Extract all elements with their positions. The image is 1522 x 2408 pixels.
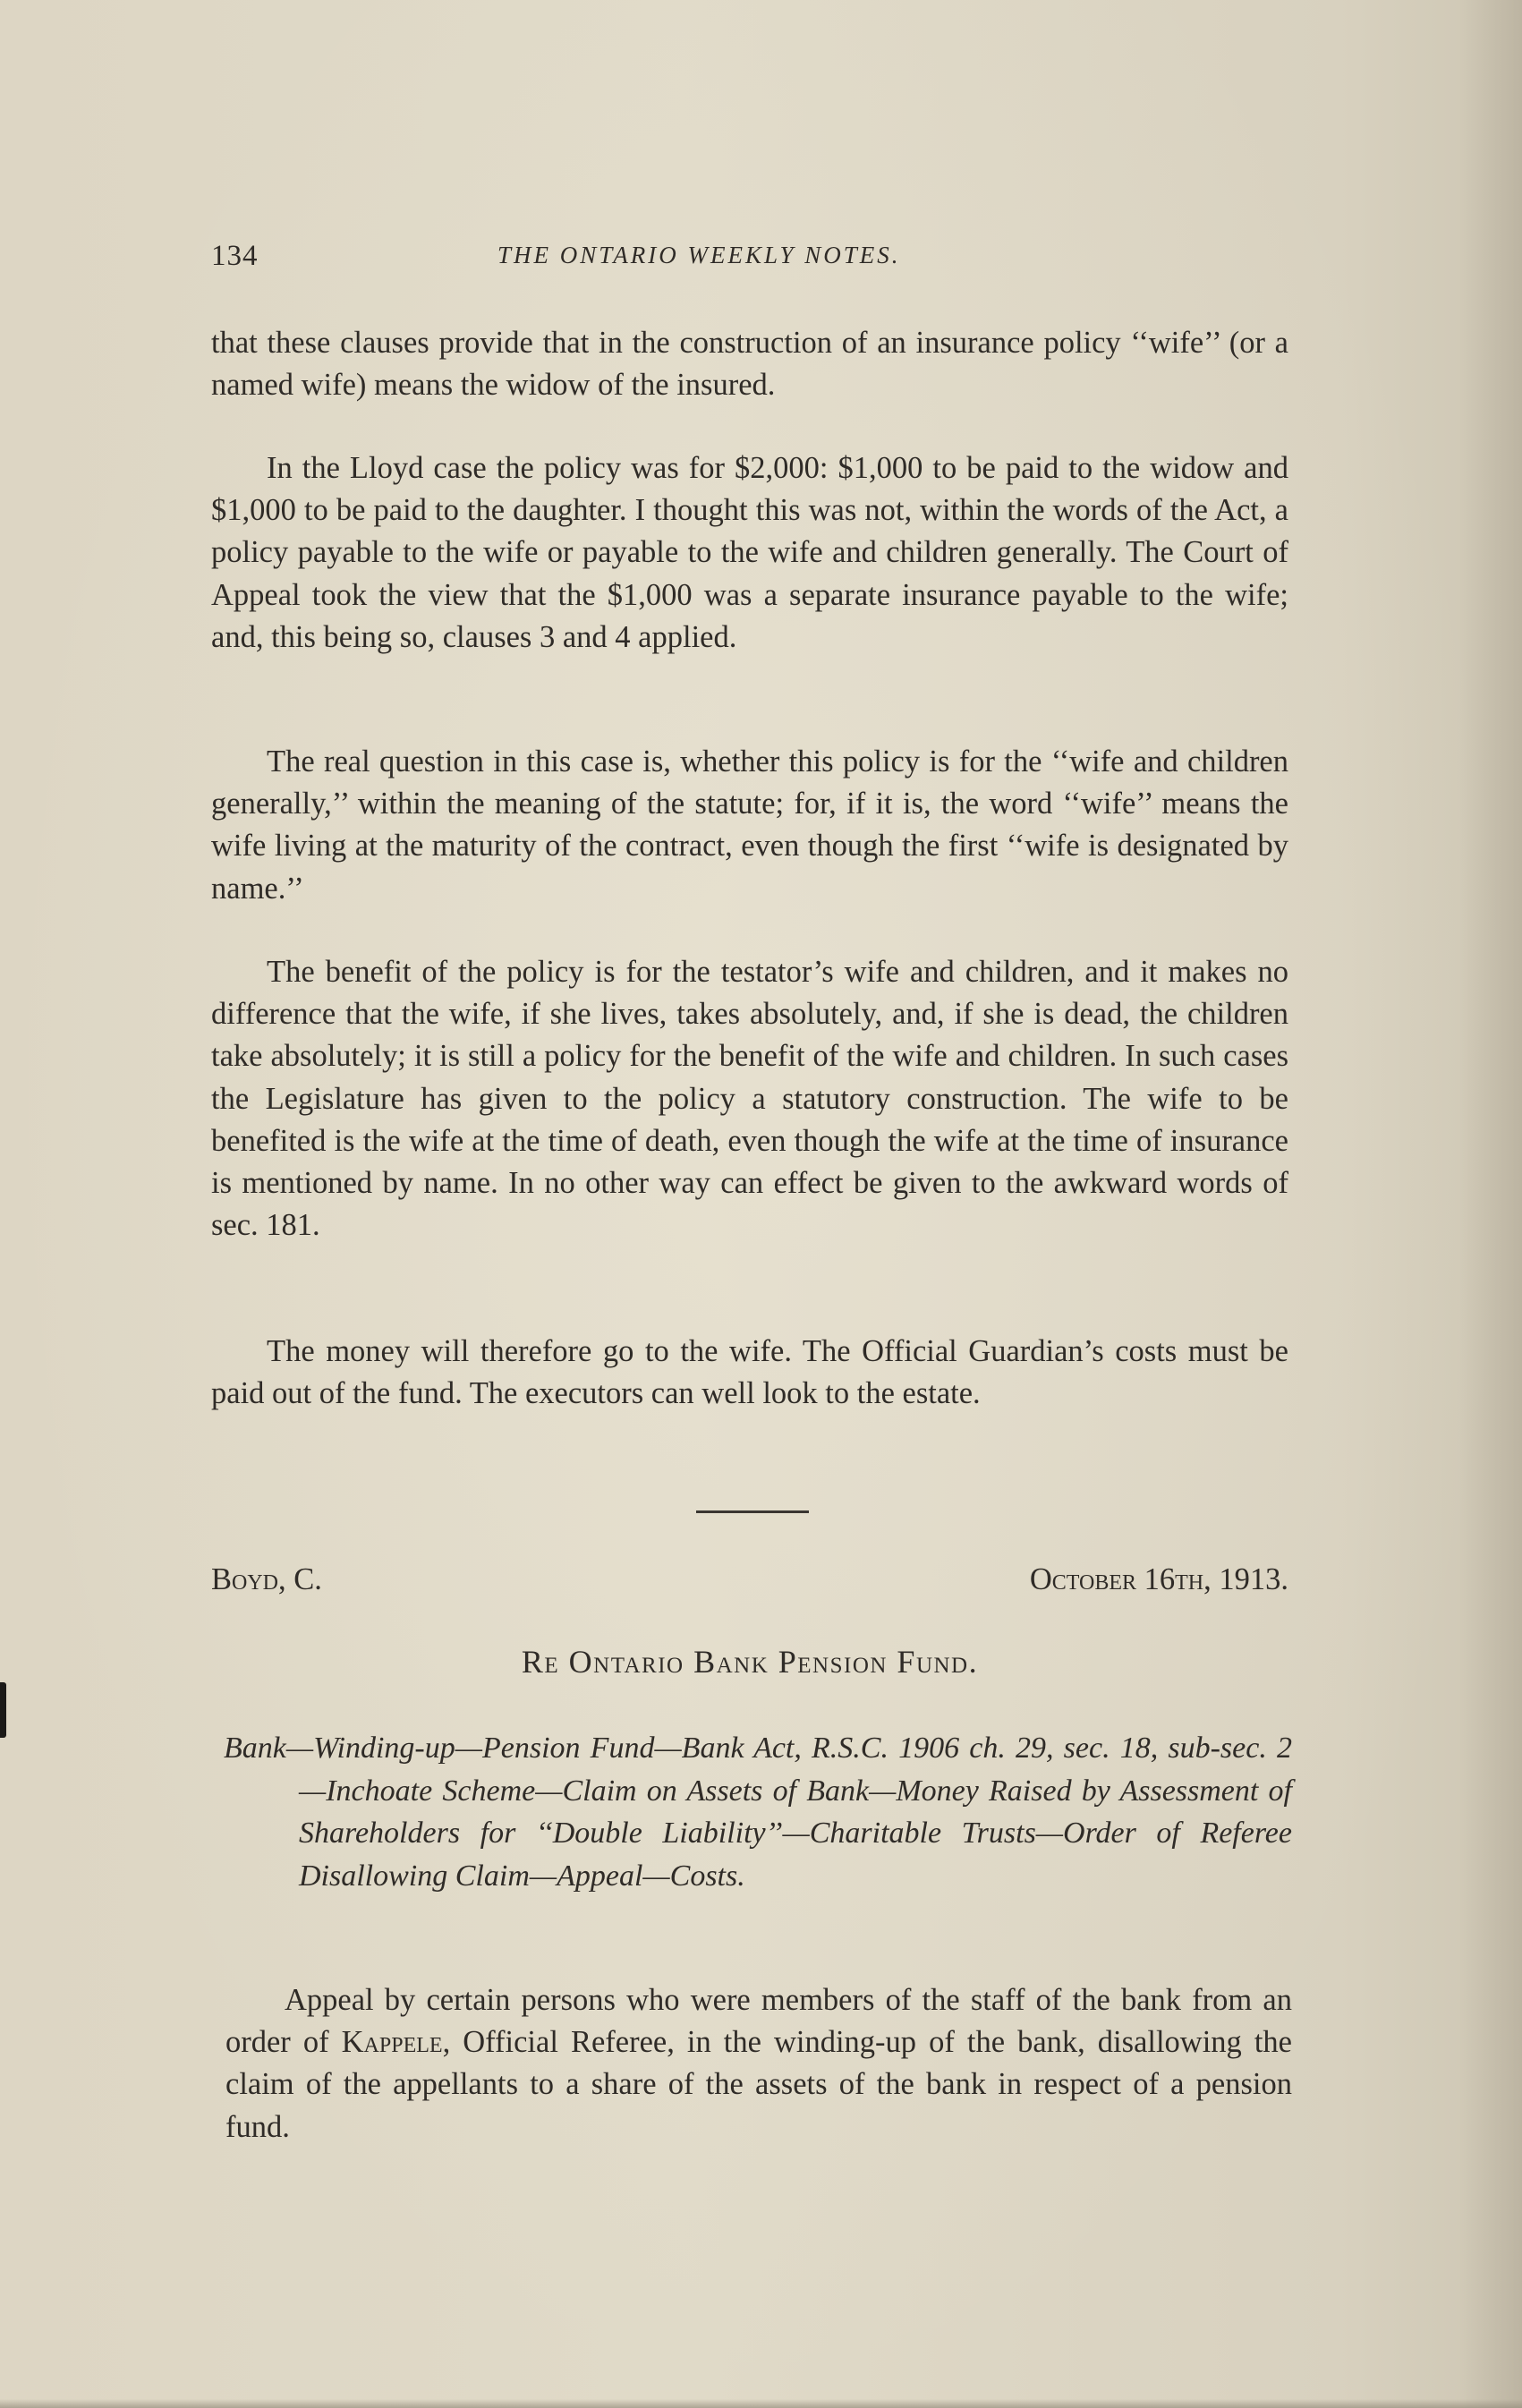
appeal-paragraph [225,1979,1292,2148]
case-title: Re Ontario Bank Pension Fund. [521,1644,979,1680]
paragraph-benefit: The benefit of the policy is for the testator’s wife and children, and it makes no difference that the wife, if she lives, takes absolutely, and, if she is dead, the children take absolutely; it is still a policy for the benefit of the wife and children. In such cases the Legislature has given to the policy a statutory construction. The wife to be benefited is the wife at the time of death, even though the wife at the time of insurance is mentioned by name. In no other way can effect be given to the awkward words of sec. 181. [211,955,1288,1243]
page-edge-mark [0,1682,6,1738]
page-number: 134 [211,240,259,272]
appeal-text-end: , Official Referee, in the winding-up of the bank, disallowing the claim of the appellants to a share of the assets of the bank in respect of a pension fund. [225,2025,1292,2144]
headnote: Bank—Winding-up—Pension Fund—Bank Act, R.S.C. 1906 ch. 29, sec. 18, sub-sec. 2—Inchoate Scheme—Claim on Assets of Bank—Money Raised by Assessment of Shareholders for ‘‘Double Liability’’—Charitable Trusts—Order of Referee Disallowing Claim—Appeal—Costs. [224,1732,1292,1893]
appeal-text-start: Appeal by certain persons who were members of the staff of the bank from an order of [225,1983,1292,2060]
running-title: THE ONTARIO WEEKLY NOTES. [497,242,901,268]
judge-name: Boyd, C. [211,1562,322,1596]
page-gutter-shadow [1459,0,1522,2408]
paragraph-real-question: The real question in this case is, whether this policy is for the ‘‘wife and children generally,’’ within the meaning of the statute; for, if it is, the word ‘‘wife’’ means the wife living at the maturity of the contract, even though the first ‘‘wife is designated by name.’’ [211,745,1288,906]
paragraph-conclusion: The money will therefore go to the wife. The Official Guardian’s costs must be paid out of the fund. The executors can well look to the estate. [211,1334,1288,1411]
judgment-line [211,1562,1288,1604]
paragraph-lloyd-case: In the Lloyd case the policy was for $2,000: $1,000 to be paid to the widow and $1,000 to be paid to the daughter. I thought this was not, within the words of the Act, a policy payable to the wife or payable to the wife and children generally. The Court of Appeal took the view that the $1,000 was a separate insurance payable to the wife; and, this being so, clauses 3 and 4 applied. [211,451,1288,654]
page-header [211,240,1288,285]
page-bottom-edge [0,2399,1522,2408]
section-divider [696,1510,809,1513]
judgment-date: October 16th, 1913. [1029,1562,1288,1596]
paragraph-continuation: that these clauses provide that in the construction of an insurance policy ‘‘wife’’ (or a named wife) means the widow of the insured. [211,326,1288,403]
referee-name: Kappele [341,2025,443,2060]
